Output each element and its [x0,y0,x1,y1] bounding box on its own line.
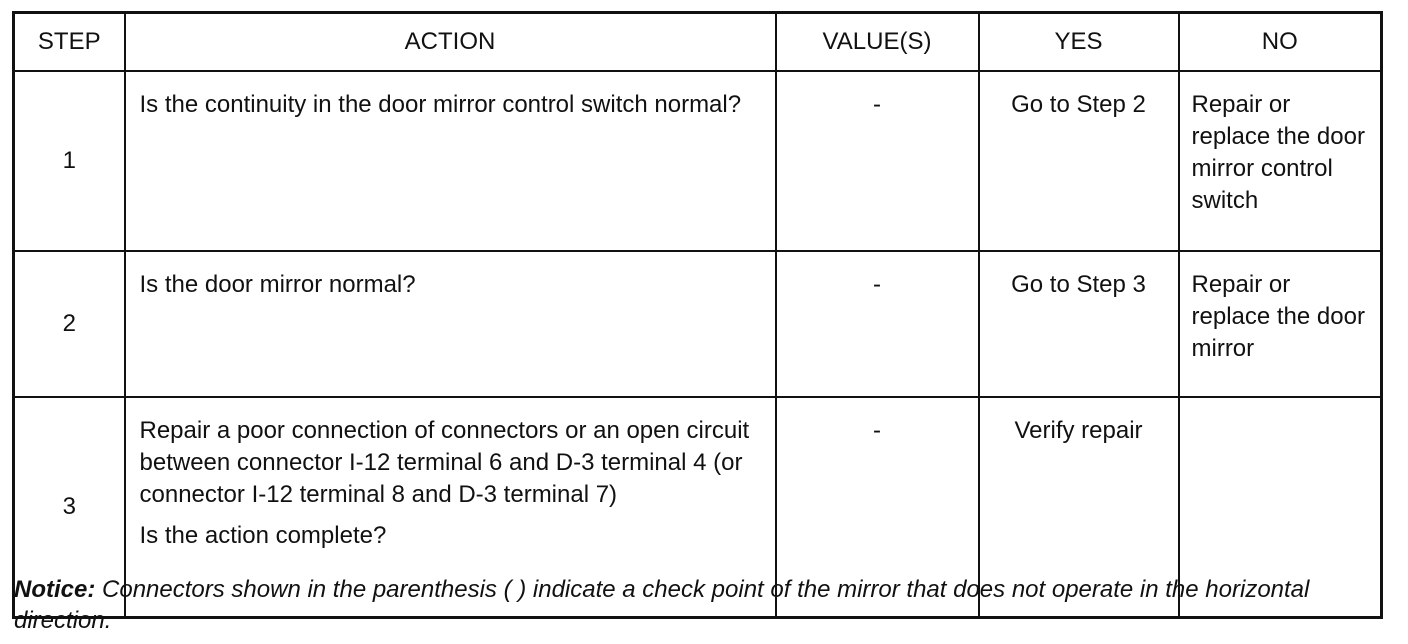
step-number: 1 [14,71,125,251]
diagnostic-table [12,11,1383,619]
notice-paragraph [14,574,1394,636]
yes-cell: Go to Step 3 [979,251,1179,397]
table-row [14,251,1382,397]
step-number: 3 [14,397,125,618]
notice-label: Notice: [14,576,96,603]
action-cell [125,251,776,397]
yes-cell: Verify repair [979,397,1179,618]
value-cell: - [776,251,979,397]
header-values: VALUE(S) [776,13,979,72]
action-text: Is the door mirror normal? [139,271,416,298]
header-no: NO [1179,13,1382,72]
header-step: STEP [14,13,125,72]
notice-text: Connectors shown in the parenthesis ( ) indicate a check point of the mirror that does not operate in the horizontal direction. [14,576,1310,634]
action-cell [125,71,776,251]
no-cell: Repair or replace the door mirror [1179,251,1382,397]
yes-cell: Go to Step 2 [979,71,1179,251]
table-row [14,71,1382,251]
value-cell: - [776,71,979,251]
step-number: 2 [14,251,125,397]
table-header-row [14,13,1382,72]
header-action: ACTION [125,13,776,72]
action-text: Is the continuity in the door mirror control switch normal? [139,91,742,118]
no-cell: Repair or replace the door mirror control switch [1179,71,1382,251]
action-question: Is the action complete? [139,522,387,549]
value-cell: - [776,397,979,618]
header-yes: YES [979,13,1179,72]
action-text: Repair a poor connection of connectors or an open circuit between connector I-12 terminal 6 and D-3 terminal 4 (or connector I-12 terminal 8 and D-3 terminal 7) [139,417,750,508]
